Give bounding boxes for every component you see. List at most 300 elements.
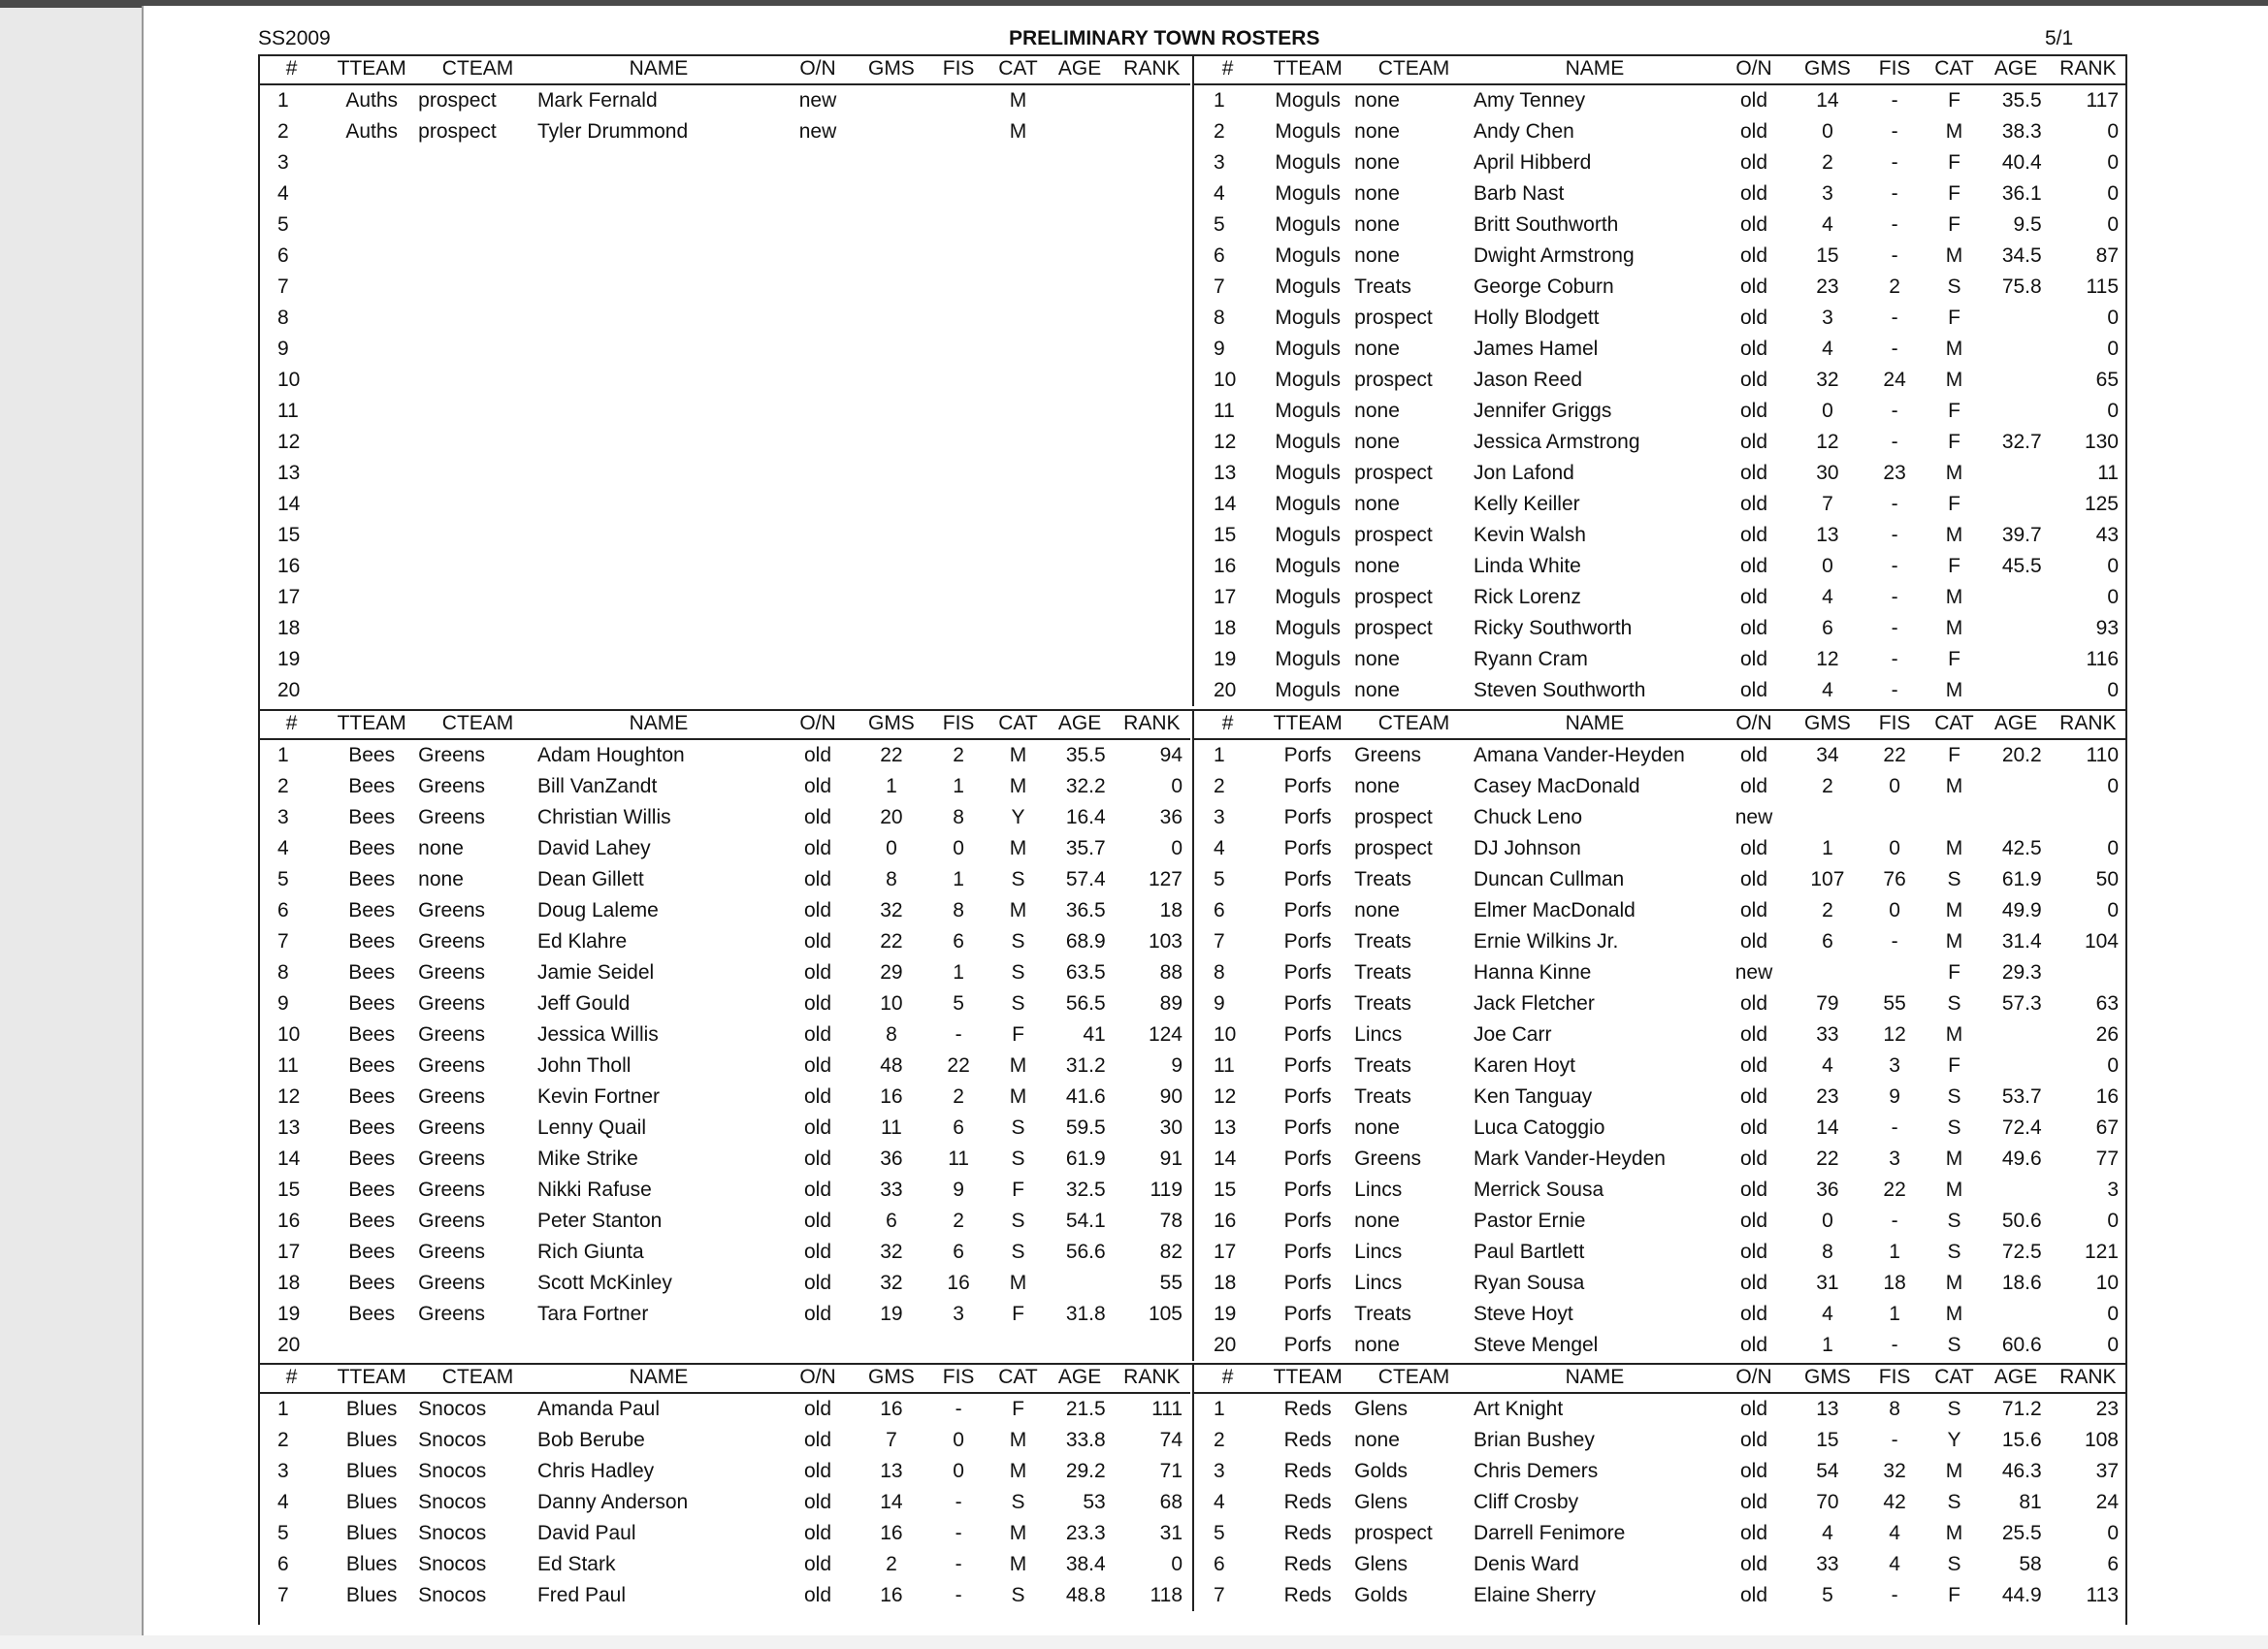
- club-team-cell: [418, 613, 537, 644]
- player-name-cell: [537, 210, 780, 241]
- row-number-cell: 16: [1214, 555, 1237, 577]
- fis-cell: 23: [1883, 462, 1906, 484]
- club-team-cell: Treats: [1354, 930, 1411, 953]
- column-header-rank: RANK: [1114, 709, 1190, 739]
- category-cell: F: [1012, 1023, 1024, 1046]
- column-header-club-team: CTEAM: [418, 54, 537, 84]
- row-number-cell: 15: [1214, 1179, 1237, 1201]
- town-team-cell: Moguls: [1275, 89, 1342, 112]
- table-row: [258, 303, 1190, 334]
- fis-cell: -: [955, 1491, 962, 1513]
- category-cell: [1926, 802, 1982, 833]
- table-row: [258, 1237, 1190, 1268]
- fis-cell: 18: [1883, 1272, 1906, 1294]
- category-cell: S: [1947, 1116, 1961, 1139]
- table-row: [1194, 1299, 2126, 1330]
- age-cell: [1983, 802, 2050, 833]
- column-header-fis: FIS: [1863, 709, 1927, 739]
- table-row: [1194, 957, 2126, 988]
- row-number-cell: 15: [277, 524, 301, 546]
- row-number-cell: 2: [277, 120, 289, 143]
- row-number-cell: 19: [1214, 1303, 1237, 1325]
- player-name-cell: Steve Mengel: [1473, 1334, 1599, 1356]
- club-team-cell: prospect: [1354, 1522, 1433, 1544]
- player-name-cell: Dwight Armstrong: [1473, 244, 1635, 267]
- age-cell: [1047, 675, 1114, 706]
- fis-cell: [927, 147, 990, 178]
- player-name-cell: [537, 613, 780, 644]
- rank-cell: 26: [2095, 1023, 2119, 1046]
- games-cell: 33: [1816, 1023, 1839, 1046]
- fis-cell: 2: [953, 1210, 964, 1232]
- fis-cell: -: [1891, 307, 1898, 329]
- fis-cell: [927, 644, 990, 675]
- column-header-category: CAT: [989, 1363, 1046, 1393]
- club-team-cell: [418, 303, 537, 334]
- rank-cell: 89: [1159, 992, 1183, 1015]
- table-row: [258, 926, 1190, 957]
- club-team-cell: prospect: [1354, 806, 1433, 828]
- rank-cell: 0: [2107, 1054, 2119, 1077]
- old-new-cell: old: [1740, 868, 1768, 890]
- games-cell: 16: [880, 1398, 903, 1420]
- category-cell: M: [1945, 1303, 1963, 1325]
- games-cell: 15: [1816, 1429, 1839, 1451]
- games-cell: 12: [1816, 648, 1839, 670]
- fis-cell: 0: [953, 1429, 964, 1451]
- fis-cell: 76: [1883, 868, 1906, 890]
- games-cell: 15: [1816, 244, 1839, 267]
- category-cell: M: [1009, 1553, 1027, 1575]
- club-team-cell: none: [1354, 679, 1400, 701]
- town-team-cell: Blues: [345, 1553, 398, 1575]
- town-team-cell: [325, 520, 418, 551]
- column-header-row-number: #: [258, 709, 325, 739]
- column-header-fis: FIS: [1863, 54, 1927, 84]
- table-row: [1194, 1330, 2126, 1361]
- club-team-cell: Treats: [1354, 1054, 1411, 1077]
- category-cell: S: [1947, 275, 1961, 298]
- club-team-cell: Golds: [1354, 1460, 1409, 1482]
- rank-cell: 130: [2084, 431, 2119, 453]
- rank-cell: 50: [2095, 868, 2119, 890]
- games-cell: 29: [880, 961, 903, 984]
- old-new-cell: old: [1740, 120, 1768, 143]
- table-row: [258, 802, 1190, 833]
- town-team-cell: Porfs: [1283, 806, 1332, 828]
- club-team-cell: [418, 272, 537, 303]
- old-new-cell: old: [1740, 648, 1768, 670]
- games-cell: 14: [1816, 89, 1839, 112]
- club-team-cell: prospect: [1354, 462, 1433, 484]
- rank-cell: 88: [1159, 961, 1183, 984]
- club-team-cell: none: [1354, 1429, 1400, 1451]
- town-team-cell: Porfs: [1283, 1085, 1332, 1108]
- town-team-cell: Moguls: [1275, 369, 1342, 391]
- fis-cell: -: [1891, 555, 1898, 577]
- row-number-cell: 2: [1214, 775, 1225, 797]
- club-team-cell: Treats: [1354, 1303, 1411, 1325]
- age-cell: [1983, 1019, 2050, 1051]
- column-header-rank: RANK: [2050, 54, 2126, 84]
- games-cell: 3: [1822, 307, 1833, 329]
- table-row: [258, 1330, 1190, 1361]
- old-new-cell: old: [1740, 1491, 1768, 1513]
- category-cell: M: [1945, 524, 1963, 546]
- games-cell: [856, 116, 927, 147]
- old-new-cell: old: [1740, 992, 1768, 1015]
- rank-cell: 31: [1159, 1522, 1183, 1544]
- player-name-cell: April Hibberd: [1473, 151, 1592, 174]
- table-row: [258, 520, 1190, 551]
- rank-cell: 71: [1159, 1460, 1183, 1482]
- age-cell: [1047, 365, 1114, 396]
- row-number-cell: 7: [277, 930, 289, 953]
- row-number-cell: 5: [277, 868, 289, 890]
- column-header-fis: FIS: [1863, 1363, 1927, 1393]
- player-name-cell: Joe Carr: [1473, 1023, 1552, 1046]
- column-header-games: GMS: [856, 709, 927, 739]
- row-number-cell: 18: [1214, 617, 1237, 639]
- column-header-old-new: O/N: [1716, 1363, 1792, 1393]
- player-name-cell: Brian Bushey: [1473, 1429, 1595, 1451]
- town-team-cell: Porfs: [1283, 1241, 1332, 1263]
- town-team-cell: Porfs: [1283, 930, 1332, 953]
- fis-cell: 32: [1883, 1460, 1906, 1482]
- fis-cell: 22: [1883, 1179, 1906, 1201]
- row-number-cell: 12: [1214, 1085, 1237, 1108]
- age-cell: [1047, 210, 1114, 241]
- old-new-cell: old: [804, 868, 832, 890]
- town-team-cell: Moguls: [1275, 586, 1342, 608]
- category-cell: M: [1945, 1179, 1963, 1201]
- old-new-cell: old: [804, 775, 832, 797]
- table-row: [1194, 1175, 2126, 1206]
- age-cell: 60.6: [2001, 1334, 2042, 1356]
- column-header-fis: FIS: [927, 54, 990, 84]
- town-team-cell: Bees: [348, 1241, 396, 1263]
- club-team-cell: Lincs: [1354, 1241, 1403, 1263]
- row-number-cell: 12: [1214, 431, 1237, 453]
- table-row: [258, 1580, 1190, 1611]
- row-number-cell: 10: [1214, 1023, 1237, 1046]
- club-team-cell: none: [418, 837, 464, 859]
- player-name-cell: Bill VanZandt: [536, 775, 658, 797]
- player-name-cell: Jack Fletcher: [1473, 992, 1595, 1015]
- fis-cell: -: [1891, 182, 1898, 205]
- row-number-cell: 9: [1214, 338, 1225, 360]
- table-row: [258, 210, 1190, 241]
- table-row: [1194, 582, 2126, 613]
- rank-cell: 105: [1148, 1303, 1183, 1325]
- rank-cell: 124: [1148, 1023, 1183, 1046]
- age-cell: 35.7: [1065, 837, 1106, 859]
- header-row: [258, 1363, 1190, 1393]
- old-new-cell: old: [1740, 493, 1768, 515]
- category-cell: Y: [1947, 1429, 1961, 1451]
- category-cell: M: [1009, 1085, 1027, 1108]
- fis-cell: 22: [1883, 744, 1906, 766]
- scan-background: [0, 0, 146, 1649]
- games-cell: 2: [1822, 899, 1833, 922]
- table-row: [1194, 520, 2126, 551]
- table-row: [1194, 864, 2126, 895]
- old-new-cell: old: [804, 1272, 832, 1294]
- old-new-cell: old: [804, 1584, 832, 1606]
- age-cell: 72.4: [2001, 1116, 2042, 1139]
- row-number-cell: 10: [277, 1023, 301, 1046]
- town-team-cell: Moguls: [1275, 307, 1342, 329]
- table-row: [1194, 644, 2126, 675]
- column-header-club-team: CTEAM: [1354, 709, 1474, 739]
- column-header-category: CAT: [989, 709, 1046, 739]
- table-row: [258, 1082, 1190, 1113]
- table-row: [1194, 1144, 2126, 1175]
- player-name-cell: Tara Fortner: [536, 1303, 649, 1325]
- rank-cell: 82: [1159, 1241, 1183, 1263]
- row-number-cell: 13: [277, 1116, 301, 1139]
- fis-cell: -: [1891, 493, 1898, 515]
- games-cell: 4: [1822, 1522, 1833, 1544]
- table-row: [1194, 489, 2126, 520]
- player-name-cell: Christian Willis: [536, 806, 671, 828]
- roster-table-left: [258, 54, 1190, 706]
- age-cell: 50.6: [2001, 1210, 2042, 1232]
- category-cell: S: [1011, 1116, 1025, 1139]
- rank-cell: 108: [2084, 1429, 2119, 1451]
- age-cell: [1047, 303, 1114, 334]
- category-cell: F: [1012, 1398, 1024, 1420]
- column-header-games: GMS: [1792, 54, 1863, 84]
- club-team-cell: none: [1354, 400, 1400, 422]
- rank-cell: 65: [2095, 369, 2119, 391]
- club-team-cell: Greens: [418, 992, 486, 1015]
- town-team-cell: Bees: [348, 930, 396, 953]
- town-team-cell: [325, 334, 418, 365]
- club-team-cell: prospect: [1354, 617, 1433, 639]
- fis-cell: 5: [953, 992, 964, 1015]
- games-cell: [856, 365, 927, 396]
- row-number-cell: 10: [277, 369, 301, 391]
- town-team-cell: Porfs: [1283, 1148, 1332, 1170]
- row-number-cell: 13: [1214, 1116, 1237, 1139]
- games-cell: 33: [1816, 1553, 1839, 1575]
- town-team-cell: Porfs: [1283, 1303, 1332, 1325]
- table-row: [1194, 771, 2126, 802]
- column-header-old-new: O/N: [780, 54, 856, 84]
- town-team-cell: [325, 644, 418, 675]
- games-cell: 22: [1816, 1148, 1839, 1170]
- old-new-cell: [780, 644, 856, 675]
- age-cell: 31.4: [2001, 930, 2042, 953]
- rank-cell: [1114, 644, 1190, 675]
- age-cell: 31.8: [1065, 1303, 1106, 1325]
- category-cell: M: [1009, 1054, 1027, 1077]
- old-new-cell: [780, 334, 856, 365]
- row-number-cell: 8: [1214, 961, 1225, 984]
- row-number-cell: 2: [1214, 1429, 1225, 1451]
- fis-cell: 0: [953, 1460, 964, 1482]
- category-cell: [989, 427, 1046, 458]
- player-name-cell: David Paul: [536, 1522, 636, 1544]
- player-name-cell: Chuck Leno: [1473, 806, 1583, 828]
- row-number-cell: 11: [277, 400, 299, 422]
- age-cell: 49.6: [2001, 1148, 2042, 1170]
- rank-cell: [1114, 613, 1190, 644]
- club-team-cell: [418, 1330, 537, 1361]
- games-cell: 12: [1816, 431, 1839, 453]
- old-new-cell: new: [1734, 961, 1773, 984]
- old-new-cell: old: [1740, 431, 1768, 453]
- town-team-cell: Bees: [348, 1023, 396, 1046]
- club-team-cell: Snocos: [418, 1584, 487, 1606]
- club-team-cell: none: [1354, 899, 1400, 922]
- player-name-cell: [537, 178, 780, 210]
- rank-cell: 6: [2107, 1553, 2119, 1575]
- roster-table-left: [258, 1363, 1190, 1611]
- season-code: SS2009: [258, 27, 331, 49]
- category-cell: S: [1011, 1491, 1025, 1513]
- old-new-cell: old: [804, 1210, 832, 1232]
- row-number-cell: 6: [1214, 899, 1225, 922]
- player-name-cell: Andy Chen: [1473, 120, 1574, 143]
- age-cell: 53: [1083, 1491, 1106, 1513]
- games-cell: 36: [880, 1148, 903, 1170]
- games-cell: 36: [1816, 1179, 1839, 1201]
- table-row: [1194, 551, 2126, 582]
- table-row: [258, 551, 1190, 582]
- category-cell: S: [1947, 1553, 1961, 1575]
- roster-block: [258, 1363, 2125, 1613]
- club-team-cell: none: [1354, 555, 1400, 577]
- rank-cell: [1114, 178, 1190, 210]
- row-number-cell: 1: [1214, 89, 1225, 112]
- age-cell: [1047, 147, 1114, 178]
- age-cell: 18.6: [2001, 1272, 2042, 1294]
- category-cell: S: [1011, 1584, 1025, 1606]
- table-row: [1194, 1206, 2126, 1237]
- fis-cell: 1: [953, 775, 964, 797]
- games-cell: [856, 675, 927, 706]
- fis-cell: 6: [953, 930, 964, 953]
- club-team-cell: Greens: [418, 1210, 486, 1232]
- games-cell: 2: [1822, 775, 1833, 797]
- town-team-cell: Bees: [348, 806, 396, 828]
- column-header-row-number: #: [258, 54, 325, 84]
- player-name-cell: [537, 147, 780, 178]
- games-cell: 22: [880, 930, 903, 953]
- category-cell: S: [1011, 868, 1025, 890]
- rank-cell: 103: [1148, 930, 1183, 953]
- age-cell: [1983, 675, 2050, 706]
- age-cell: 23.3: [1065, 1522, 1106, 1544]
- player-name-cell: Rich Giunta: [536, 1241, 644, 1263]
- rank-cell: 0: [1171, 775, 1183, 797]
- row-number-cell: 4: [1214, 182, 1225, 205]
- rank-cell: 0: [2107, 555, 2119, 577]
- row-number-cell: 19: [1214, 648, 1237, 670]
- category-cell: F: [1948, 431, 1960, 453]
- table-row: [258, 147, 1190, 178]
- player-name-cell: Cliff Crosby: [1473, 1491, 1579, 1513]
- player-name-cell: Jeff Gould: [536, 992, 631, 1015]
- club-team-cell: none: [1354, 648, 1400, 670]
- rank-cell: [1114, 303, 1190, 334]
- rank-cell: 0: [2107, 151, 2119, 174]
- row-number-cell: 14: [1214, 493, 1237, 515]
- fis-cell: -: [1891, 400, 1898, 422]
- column-header-town-team: TTEAM: [325, 54, 418, 84]
- category-cell: M: [1009, 899, 1027, 922]
- player-name-cell: Peter Stanton: [536, 1210, 663, 1232]
- category-cell: M: [1945, 338, 1963, 360]
- old-new-cell: old: [804, 1241, 832, 1263]
- age-cell: [1983, 771, 2050, 802]
- town-team-cell: Auths: [345, 89, 399, 112]
- table-row: [258, 396, 1190, 427]
- age-cell: [1983, 303, 2050, 334]
- games-cell: 13: [1816, 524, 1839, 546]
- table-row: [258, 458, 1190, 489]
- age-cell: 44.9: [2001, 1584, 2042, 1606]
- fis-cell: 9: [1889, 1085, 1900, 1108]
- category-cell: M: [1945, 1023, 1963, 1046]
- category-cell: M: [1009, 775, 1027, 797]
- rank-cell: 104: [2084, 930, 2119, 953]
- old-new-cell: [780, 520, 856, 551]
- player-name-cell: [537, 1330, 780, 1361]
- age-cell: [1983, 613, 2050, 644]
- old-new-cell: old: [804, 1303, 832, 1325]
- town-team-cell: Bees: [348, 1116, 396, 1139]
- old-new-cell: old: [1740, 899, 1768, 922]
- town-team-cell: [325, 458, 418, 489]
- age-cell: [1047, 1330, 1114, 1361]
- old-new-cell: old: [1740, 617, 1768, 639]
- club-team-cell: [418, 241, 537, 272]
- old-new-cell: old: [1740, 275, 1768, 298]
- town-team-cell: Porfs: [1283, 1179, 1332, 1201]
- old-new-cell: new: [1734, 806, 1773, 828]
- club-team-cell: Greens: [418, 930, 486, 953]
- rank-cell: 0: [2107, 120, 2119, 143]
- rank-cell: 78: [1159, 1210, 1183, 1232]
- player-name-cell: Denis Ward: [1473, 1553, 1579, 1575]
- age-cell: [1047, 84, 1114, 116]
- player-name-cell: Scott McKinley: [536, 1272, 672, 1294]
- club-team-cell: Treats: [1354, 275, 1411, 298]
- old-new-cell: old: [1740, 338, 1768, 360]
- rank-cell: [1114, 582, 1190, 613]
- row-number-cell: 14: [1214, 1148, 1237, 1170]
- column-header-player-name: NAME: [537, 709, 780, 739]
- games-cell: 23: [1816, 1085, 1839, 1108]
- age-cell: 56.5: [1065, 992, 1106, 1015]
- fis-cell: 1: [953, 961, 964, 984]
- row-number-cell: 4: [277, 1491, 289, 1513]
- club-team-cell: prospect: [418, 89, 497, 112]
- rank-cell: 91: [1159, 1148, 1183, 1170]
- fis-cell: -: [1891, 648, 1898, 670]
- age-cell: 75.8: [2001, 275, 2042, 298]
- scan-bottom-edge: [0, 1635, 2268, 1649]
- category-cell: F: [1948, 555, 1960, 577]
- player-name-cell: Lenny Quail: [536, 1116, 647, 1139]
- player-name-cell: Hanna Kinne: [1473, 961, 1592, 984]
- table-row: [1194, 147, 2126, 178]
- row-number-cell: 11: [277, 1054, 299, 1077]
- age-cell: 42.5: [2001, 837, 2042, 859]
